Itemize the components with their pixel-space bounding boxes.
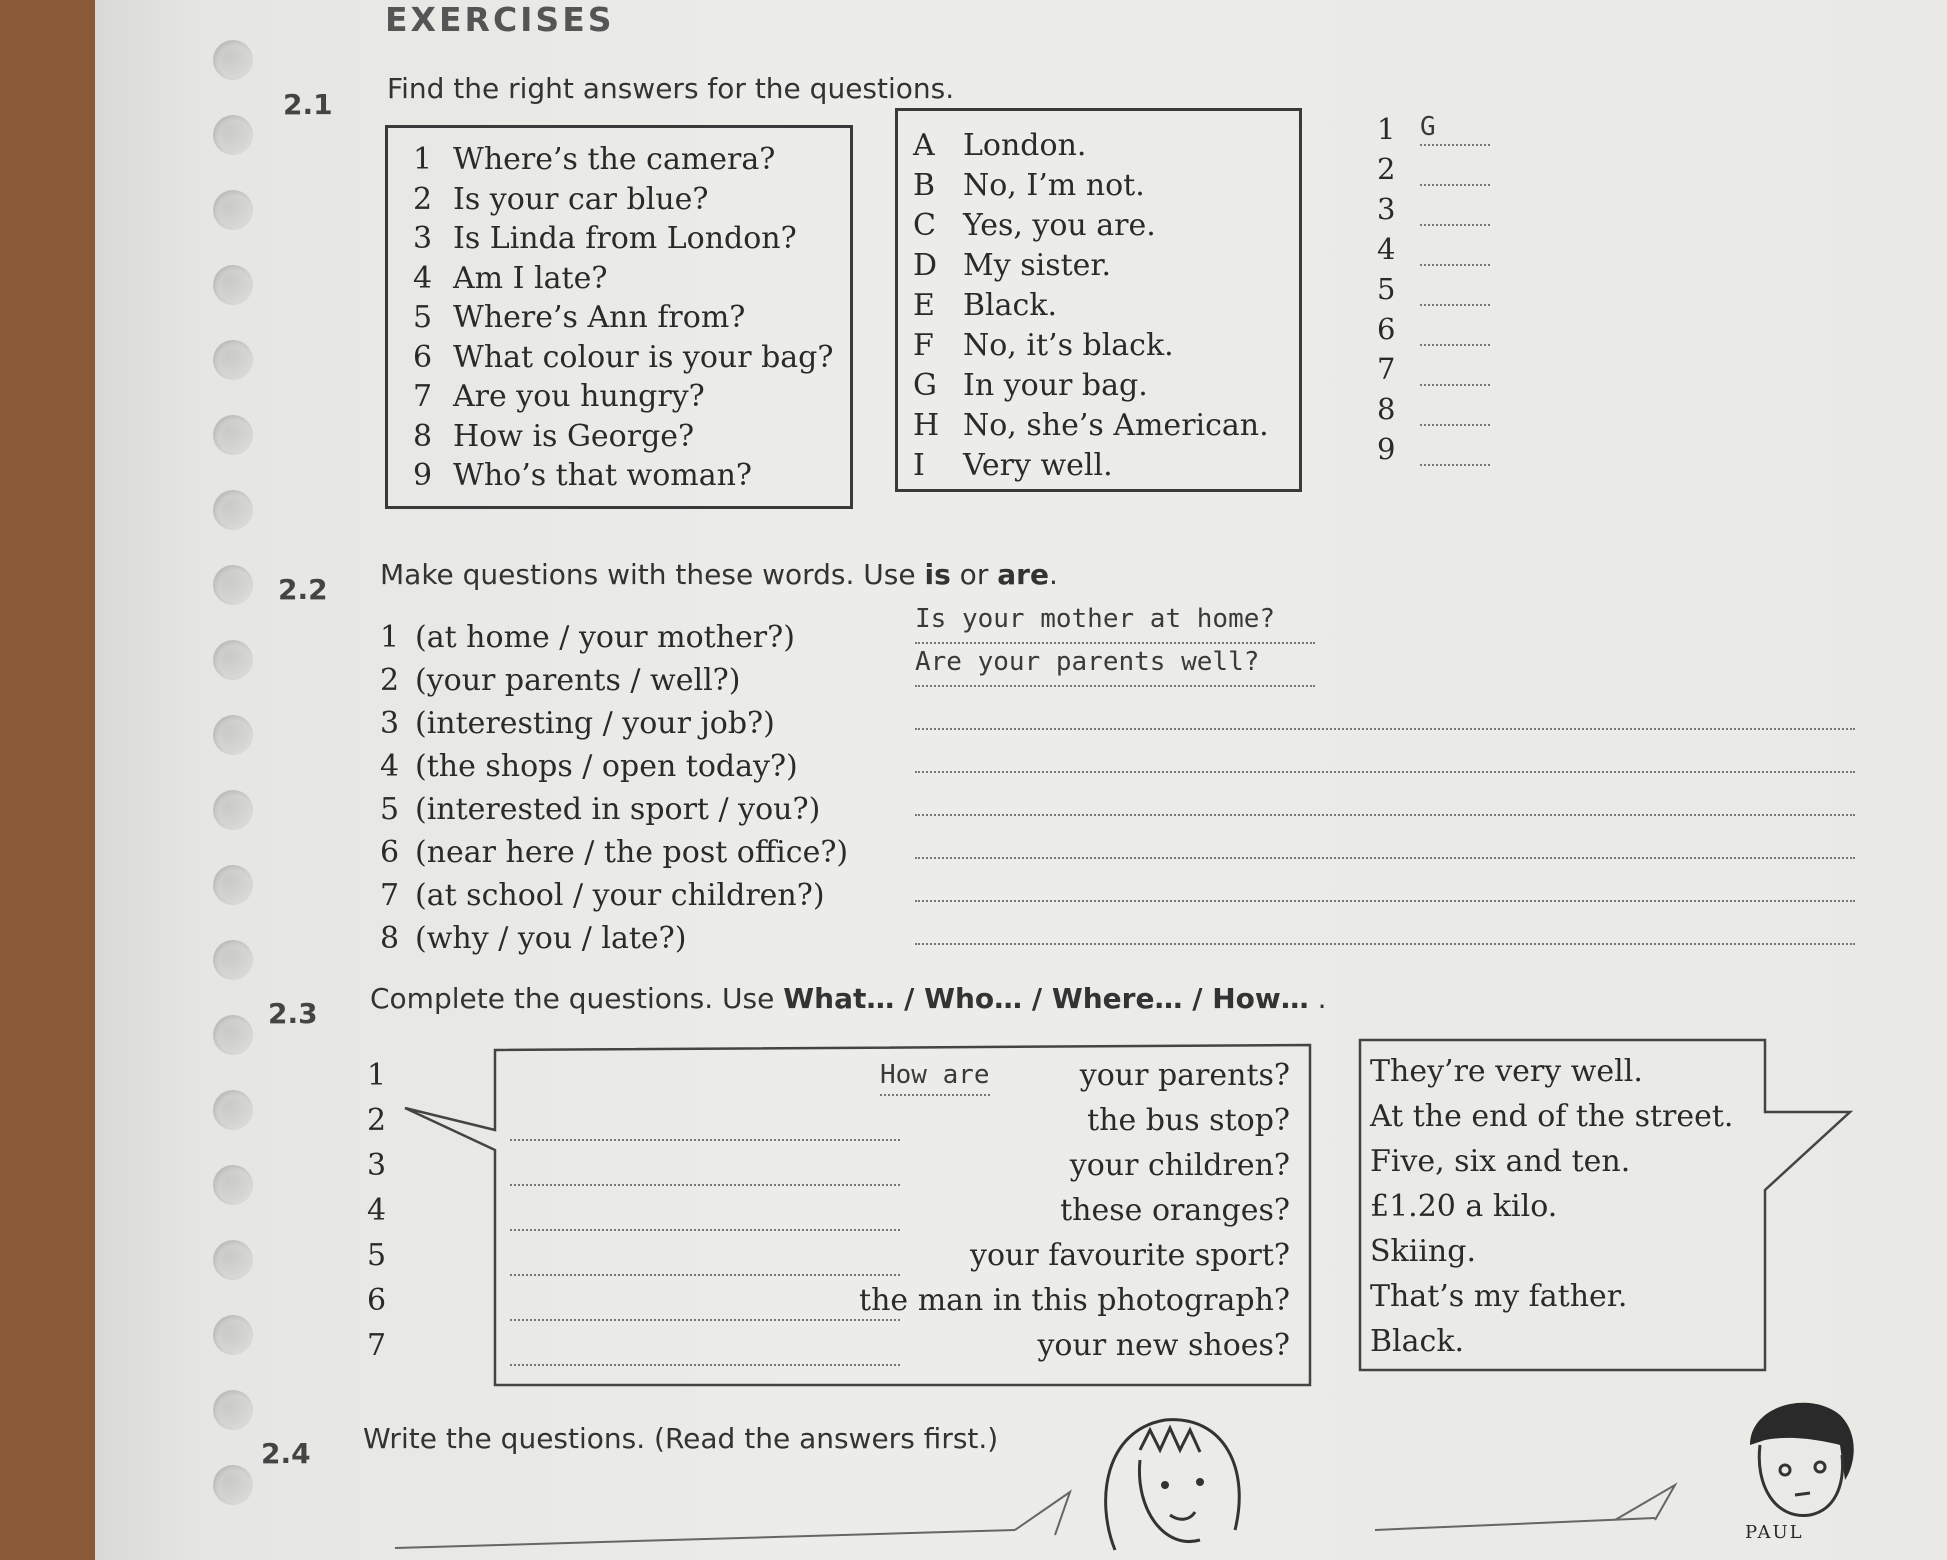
question-number: 4 [413,260,433,296]
keyword-are: are [997,558,1049,591]
answer-field[interactable] [510,1195,900,1231]
question-text: Am I late? [453,260,608,296]
item-number: 5 [380,792,400,827]
item-number: 8 [380,921,400,956]
woman-cartoon-icon [1085,1400,1265,1560]
instruction-or: or [950,558,998,591]
item-prompt: (interested in sport / you?) [415,792,821,827]
answer-text: No, it’s black. [963,328,1174,363]
item-number: 1 [380,620,400,655]
bubble-line [395,1530,1015,1548]
question-text: Is your car blue? [453,181,709,217]
key-number: 1 [1377,112,1396,146]
item-number: 3 [380,706,400,741]
question-number: 3 [413,221,433,256]
answer-field[interactable] [510,1150,900,1186]
item-number: 4 [367,1193,387,1228]
answer-field[interactable]: Are your parents well? [915,647,1315,687]
item-number: 6 [380,835,400,870]
answer-text: Black. [963,288,1058,323]
answer-field[interactable] [510,1240,900,1276]
speech-bubbles [95,0,1947,1560]
question-text: Where’s the camera? [453,142,776,177]
exercise-number: 2.1 [283,88,333,121]
question-words: What… / Who… / Where… / How… [783,982,1309,1015]
key-number: 2 [1377,152,1396,186]
item-number: 2 [367,1103,387,1138]
question-end: your new shoes? [1037,1328,1290,1363]
answer-text: My sister. [963,248,1111,283]
keyword-is: is [924,558,951,591]
item-number: 1 [367,1058,387,1093]
question-number: 2 [413,181,433,217]
item-prompt: (the shops / open today?) [415,749,798,784]
answer-text: £1.20 a kilo. [1370,1189,1558,1224]
item-number: 3 [367,1148,387,1183]
question-end: the bus stop? [1087,1103,1290,1138]
key-number: 9 [1377,432,1396,466]
exercise-instruction: Find the right answers for the questions. [387,72,955,105]
question-text: What colour is your bag? [453,339,834,375]
answer-text: Five, six and ten. [1370,1144,1631,1179]
item-number: 6 [367,1283,387,1318]
answer-text: No, I’m not. [963,168,1145,203]
answer-letter: B [913,168,936,203]
answer-field[interactable] [510,1285,900,1321]
man-cartoon-icon [1720,1385,1870,1535]
exercise-instruction: Write the questions. (Read the answers first.) [363,1422,999,1455]
item-number: 7 [367,1328,387,1363]
question-end: these oranges? [1060,1193,1290,1228]
key-number: 7 [1377,352,1396,386]
answer-letter: G [913,368,937,403]
item-prompt: (why / you / late?) [415,921,687,956]
answer-letter: D [913,248,938,283]
item-number: 4 [380,749,400,784]
item-prompt: (your parents / well?) [415,663,741,698]
key-number: 3 [1377,192,1396,226]
key-number: 8 [1377,392,1396,426]
exercise-number: 2.3 [268,997,318,1030]
answer-letter: H [913,408,940,443]
item-prompt: (interesting / your job?) [415,706,775,741]
question-number: 6 [413,339,433,375]
answer-text: Yes, you are. [963,208,1156,243]
key-number: 5 [1377,272,1396,306]
question-number: 9 [413,458,433,493]
answer-text: Black. [1370,1324,1465,1359]
answer-text: London. [963,128,1087,163]
key-answer-field[interactable]: G [1420,112,1490,146]
answer-text: Skiing. [1370,1234,1476,1269]
item-number: 2 [380,663,400,698]
answer-field[interactable]: How are [880,1060,990,1096]
question-text: Where’s Ann from? [453,300,746,335]
answer-letter: E [913,288,935,323]
question-text: Is Linda from London? [453,221,797,256]
instruction-period: . [1048,558,1058,591]
workbook-page [95,0,1947,1560]
answer-letter: F [913,328,934,363]
question-number: 1 [413,142,433,177]
page-heading: EXERCISES [385,0,615,39]
question-text: Are you hungry? [453,379,705,414]
key-number: 4 [1377,232,1396,266]
item-prompt: (at home / your mother?) [415,620,795,655]
answer-text: In your bag. [963,368,1148,403]
item-number: 5 [367,1238,387,1273]
answer-letter: C [913,208,936,243]
exercise-number: 2.2 [278,573,328,606]
answer-text: That’s my father. [1370,1279,1628,1314]
answer-text: They’re very well. [1370,1054,1643,1089]
answer-text: No, she’s American. [963,408,1269,443]
answer-letter: A [913,128,935,163]
bubble-tail [1615,1485,1675,1520]
exercise-number: 2.4 [261,1437,311,1470]
question-end: your parents? [1079,1058,1290,1093]
question-end: your children? [1069,1148,1290,1183]
character-name-label: PAUL [1745,1522,1804,1543]
question-end: the man in this photograph? [859,1283,1290,1318]
item-prompt: (near here / the post office?) [415,835,849,870]
bubble-tail [1015,1492,1070,1535]
instruction-text: Complete the questions. Use [370,982,784,1015]
answer-field[interactable]: Is your mother at home? [915,604,1315,644]
answer-letter: I [913,448,925,483]
bubble-line [1375,1518,1655,1530]
question-end: your favourite sport? [970,1238,1290,1273]
answer-field[interactable] [510,1105,900,1141]
instruction-end: . [1308,982,1327,1015]
answer-text: At the end of the street. [1370,1099,1734,1134]
instruction-text: Make questions with these words. Use [380,558,925,591]
question-text: Who’s that woman? [453,458,753,493]
question-number: 8 [413,418,433,454]
answer-text: Very well. [963,448,1113,483]
key-number: 6 [1377,312,1396,346]
question-text: How is George? [453,418,695,454]
item-number: 7 [380,878,400,913]
question-number: 7 [413,379,433,414]
item-prompt: (at school / your children?) [415,878,825,913]
question-number: 5 [413,300,433,335]
answer-field[interactable] [510,1330,900,1366]
